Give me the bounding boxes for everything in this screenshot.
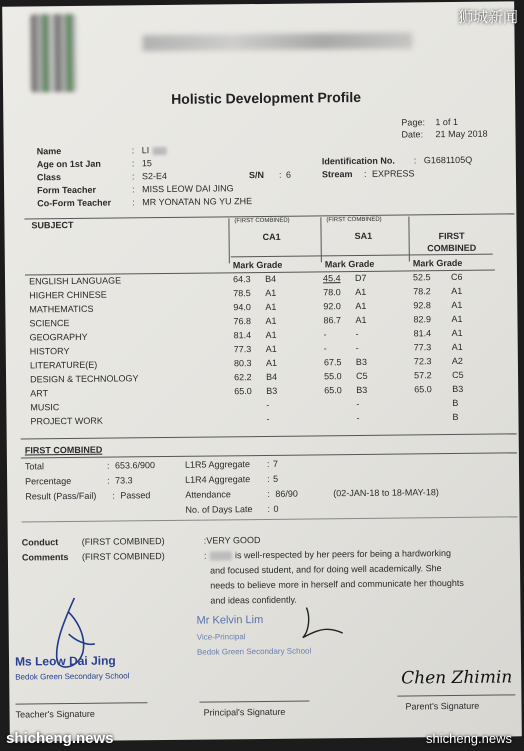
subject-name: DESIGN & TECHNOLOGY	[30, 373, 139, 385]
report-sheet: Holistic Development Profile Page: 1 of 1 Date: 21 May 2018 Name : LI Age on 1st Jan : 15 Class : S2-E4 S/N : 6 Form Teacher : MISS LEOW DAI JING Co-Form Teacher : MR YONATAN NG YU ZHE Identification No. : G1681105Q Stream : EXPRESS SUBJECT (FIRST COMBINED) CA1 (FIRST COMBINED) SA1 FIRST COMBINED Mark Grade Mark Grade Mark Grade ENGLISH LANGUAGE 64.3 B4 45.4 D7 52.5 C6 HIGHER CHINESE 78.5 A1 78.0 A1 78.2 A1 MATHEMATICS 94.0 A1 92.0 A1 92.8 A1 SCIENCE 76.8 A1 86.7 A1 82.9 A1 GEOGRAPHY 81.4 A1 - - 81.4 A1 HISTORY 77.3 A1 - - 77.3 A1 LITERATURE(E) 80.3 A1 67.5 B3 72.3 A2 DESIGN & TECHNOLOGY 62.2 B4 55.0 C5 57.2 C5 ART 65.0 B3 65.0 B3 65.0 B3 MUSIC - - B PROJECT WORK - - B FIRST COMBINED Total : 653.6/900 Percentage : 73.3 Result (Pass/Fail) : Passed L1R5 Aggregate : 7 L1R4 Aggregate : 5 Attendance : 86/90 (02-JAN-18 to 18-MAY-18) No. of Days Late : 0 Conduct (FIRST COMBINED) :VERY GOOD Comments (FIRST COMBINED) : is well-respected by her peers for being a hardworking and focused student, and for doing well academically. She needs to believe more in herself and communicate her thoughts and ideas confidently. Ms Leow Dai Jing Bedok Green Secondary School Mr Kelvin Lim Vice-Principal Bedok Green Secondary School Chen Zhimin Teacher's Signature Principal's Signature Parent's Signature	[2, 1, 522, 741]
page-value: 1 of 1	[435, 116, 458, 128]
sa1-header: SA1	[354, 230, 373, 242]
fc-mark-cell: 65.0	[414, 384, 432, 395]
comment-line-3: needs to believe more in herself and communicate her thoughts	[210, 577, 464, 591]
sa1-grade-cell: -	[355, 342, 359, 354]
class-value: S2-E4	[141, 170, 168, 182]
subject-name: LITERATURE(E)	[29, 359, 98, 371]
principal-name: Mr Kelvin Lim	[196, 614, 264, 627]
fc-mark-cell: 82.9	[413, 314, 432, 325]
attendance-value: 86/90	[275, 488, 298, 499]
top-right-watermark: 狮城新闻	[457, 8, 518, 26]
principal-signature-label: Principal's Signature	[203, 706, 286, 718]
late-label: No. of Days Late	[185, 504, 253, 515]
subject-name: GEOGRAPHY	[29, 331, 88, 343]
sa1-grade-cell: -	[356, 412, 360, 424]
comment-line-4: and ideas confidently.	[210, 594, 297, 606]
ca1-mark-grade: Mark Grade	[232, 259, 283, 271]
comment-line-2: and focused student, and for doing well academically. She	[210, 563, 442, 576]
parent-signature-label: Parent's Signature	[405, 700, 480, 712]
subject-name: MUSIC	[30, 402, 60, 413]
stream-label: Stream	[321, 169, 353, 180]
teacher-school: Bedok Green Secondary School	[15, 671, 130, 682]
ca1-grade-cell: A1	[265, 287, 277, 298]
student-name-redaction	[210, 551, 232, 560]
fc-grade-cell: B	[452, 411, 459, 423]
sa1-mark-cell: 67.5	[323, 357, 342, 368]
sa1-mark-cell: 86.7	[323, 315, 342, 326]
fc-mark-cell: 57.2	[413, 370, 432, 381]
comment-line-1: is well-respected by her peers for being a hardworking	[210, 548, 451, 561]
age-label: Age on 1st Jan	[36, 158, 101, 170]
sa1-grade-cell: C5	[356, 370, 368, 382]
principal-title: Vice-Principal	[196, 632, 246, 642]
sa1-mark-cell: 55.0	[324, 371, 342, 382]
teacher-signature-label: Teacher's Signature	[15, 708, 95, 720]
table-bottom-rule	[21, 433, 517, 439]
ca1-grade-cell: -	[266, 413, 270, 424]
subject-name: SCIENCE	[29, 318, 70, 329]
sa1-grade-cell: B3	[356, 384, 368, 396]
sa1-grade-cell: A1	[355, 314, 367, 326]
total-label: Total	[24, 461, 45, 472]
name-redaction	[152, 147, 166, 155]
fc-grade-cell: A1	[451, 313, 463, 325]
fc-mark-cell: 52.5	[412, 272, 431, 283]
l1r5-label: L1R5 Aggregate	[184, 459, 251, 470]
ca1-grade-cell: A1	[265, 357, 277, 368]
sn-value: 6	[285, 169, 292, 180]
fc-mark-cell: 72.3	[413, 356, 432, 367]
ca1-mark-cell: 80.3	[233, 358, 252, 369]
form-teacher-label: Form Teacher	[37, 184, 96, 196]
ca1-mark-cell: 62.2	[234, 372, 252, 383]
percentage-label: Percentage	[25, 476, 72, 487]
teacher-name: Ms Leow Dai Jing	[14, 653, 116, 669]
ca1-grade-cell: -	[266, 399, 270, 410]
fc-grade-cell: A1	[451, 299, 463, 311]
name-field	[142, 145, 167, 155]
name-colon: :	[131, 145, 135, 156]
ca1-grade-cell: A1	[265, 315, 277, 326]
fc-grade-cell: A1	[451, 341, 463, 353]
ca1-grade-cell: A1	[265, 301, 277, 312]
bottom-left-watermark: shicheng.news	[6, 730, 114, 747]
sa1-mark-cell: 65.0	[324, 385, 342, 396]
summary-header: FIRST COMBINED	[24, 444, 103, 456]
subject-header: SUBJECT	[31, 219, 74, 231]
fc-grade-cell: C6	[450, 271, 463, 283]
subject-name: MATHEMATICS	[29, 303, 94, 315]
percentage-value: 73.3	[115, 475, 133, 486]
bottom-right-watermark: shicheng.news	[426, 731, 512, 746]
fc-grade-cell: B	[452, 397, 459, 409]
conduct-label: Conduct	[21, 537, 59, 548]
ca1-mark-cell: 64.3	[232, 274, 251, 285]
ca1-mark-cell: 81.4	[233, 330, 252, 341]
comments-note: (FIRST COMBINED)	[81, 551, 165, 562]
form-teacher-value: MISS LEOW DAI JING	[142, 183, 234, 195]
fc-grade-cell: B3	[452, 383, 464, 395]
date-label: Date:	[401, 129, 424, 140]
ca1-note: (FIRST COMBINED)	[234, 217, 290, 225]
ca1-mark-cell: 94.0	[233, 302, 251, 313]
result-label: Result (Pass/Fail)	[25, 490, 97, 502]
parent-signature: Chen Zhimin	[401, 667, 513, 689]
comments-label: Comments	[21, 552, 69, 563]
fc-grade-cell: A1	[451, 327, 463, 339]
sa1-mark-cell: -	[323, 329, 327, 340]
ca1-mark-cell: 78.5	[233, 288, 251, 299]
school-crest-logo	[30, 14, 77, 92]
ca1-grade-cell: B4	[266, 371, 278, 382]
sa1-grade-cell: D7	[354, 272, 367, 284]
ca1-header: CA1	[262, 231, 281, 242]
date-value: 21 May 2018	[435, 128, 488, 140]
fc-grade-cell: C5	[451, 369, 464, 381]
sa1-mark-cell: 92.0	[323, 301, 341, 312]
l1r5-value: 7	[272, 458, 279, 469]
id-label: Identification No.	[321, 155, 395, 167]
age-value: 15	[141, 158, 152, 169]
ca1-mark-cell: 65.0	[234, 386, 252, 397]
ca1-grade-cell: B4	[264, 273, 277, 284]
conduct-note: (FIRST COMBINED)	[81, 536, 165, 547]
subject-name: HISTORY	[29, 346, 70, 357]
sa1-grade-cell: -	[355, 328, 359, 340]
fc-mark-cell: 92.8	[413, 300, 431, 311]
attendance-label: Attendance	[185, 489, 231, 500]
principal-signature-scribble	[296, 603, 346, 644]
fc-grade-cell: A1	[451, 285, 463, 297]
result-value: Passed	[120, 490, 151, 501]
ca1-grade-cell: A1	[265, 343, 277, 354]
stream-value: EXPRESS	[371, 168, 415, 179]
ca1-mark-cell: 77.3	[233, 344, 252, 355]
subject-name: ART	[30, 388, 49, 399]
subject-name: HIGHER CHINESE	[29, 289, 107, 301]
school-name-redacted	[142, 32, 412, 51]
ca1-mark-cell: 76.8	[233, 316, 252, 327]
l1r4-label: L1R4 Aggregate	[185, 474, 251, 485]
fc-grade-cell: A2	[451, 355, 463, 367]
page-title: Holistic Development Profile	[171, 88, 362, 107]
total-value: 653.6/900	[114, 460, 156, 471]
fc-mark-cell: 81.4	[413, 328, 432, 339]
conduct-field: :VERY GOOD	[203, 535, 261, 546]
name-value: LI	[141, 145, 150, 156]
sa1-grade-cell: -	[356, 398, 360, 410]
sa1-mark-grade: Mark Grade	[324, 258, 375, 270]
coform-teacher-value: MR YONATAN NG YU ZHE	[142, 196, 253, 208]
sa1-mark-cell: -	[323, 343, 327, 354]
principal-school: Bedok Green Secondary School	[196, 646, 312, 657]
class-label: Class	[36, 172, 62, 183]
first-combined-header: FIRST COMBINED	[427, 230, 477, 254]
ca1-grade-cell: B3	[266, 385, 278, 396]
fc-mark-cell: 77.3	[413, 342, 432, 353]
sa1-note: (FIRST COMBINED)	[326, 216, 382, 224]
sa1-mark-cell: 78.0	[323, 287, 341, 298]
name-label: Name	[36, 146, 62, 157]
ca1-grade-cell: A1	[265, 329, 277, 340]
late-value: 0	[273, 503, 279, 514]
sa1-grade-cell: B3	[355, 356, 367, 368]
fc-mark-grade: Mark Grade	[412, 257, 463, 269]
page-label: Page:	[401, 117, 425, 128]
sa1-grade-cell: A1	[355, 300, 367, 312]
subject-name: ENGLISH LANGUAGE	[28, 275, 122, 287]
subject-name: PROJECT WORK	[30, 415, 103, 427]
fc-mark-cell: 78.2	[413, 286, 431, 297]
coform-teacher-label: Co-Form Teacher	[37, 197, 112, 209]
sa1-mark-cell: 45.4	[322, 273, 341, 284]
sn-label: S/N	[248, 169, 265, 181]
sa1-grade-cell: A1	[355, 286, 367, 298]
id-value: G1681105Q	[423, 154, 473, 166]
conduct-value: VERY GOOD	[206, 535, 261, 546]
attendance-period: (02-JAN-18 to 18-MAY-18)	[333, 487, 439, 499]
l1r4-value: 5	[273, 473, 279, 484]
